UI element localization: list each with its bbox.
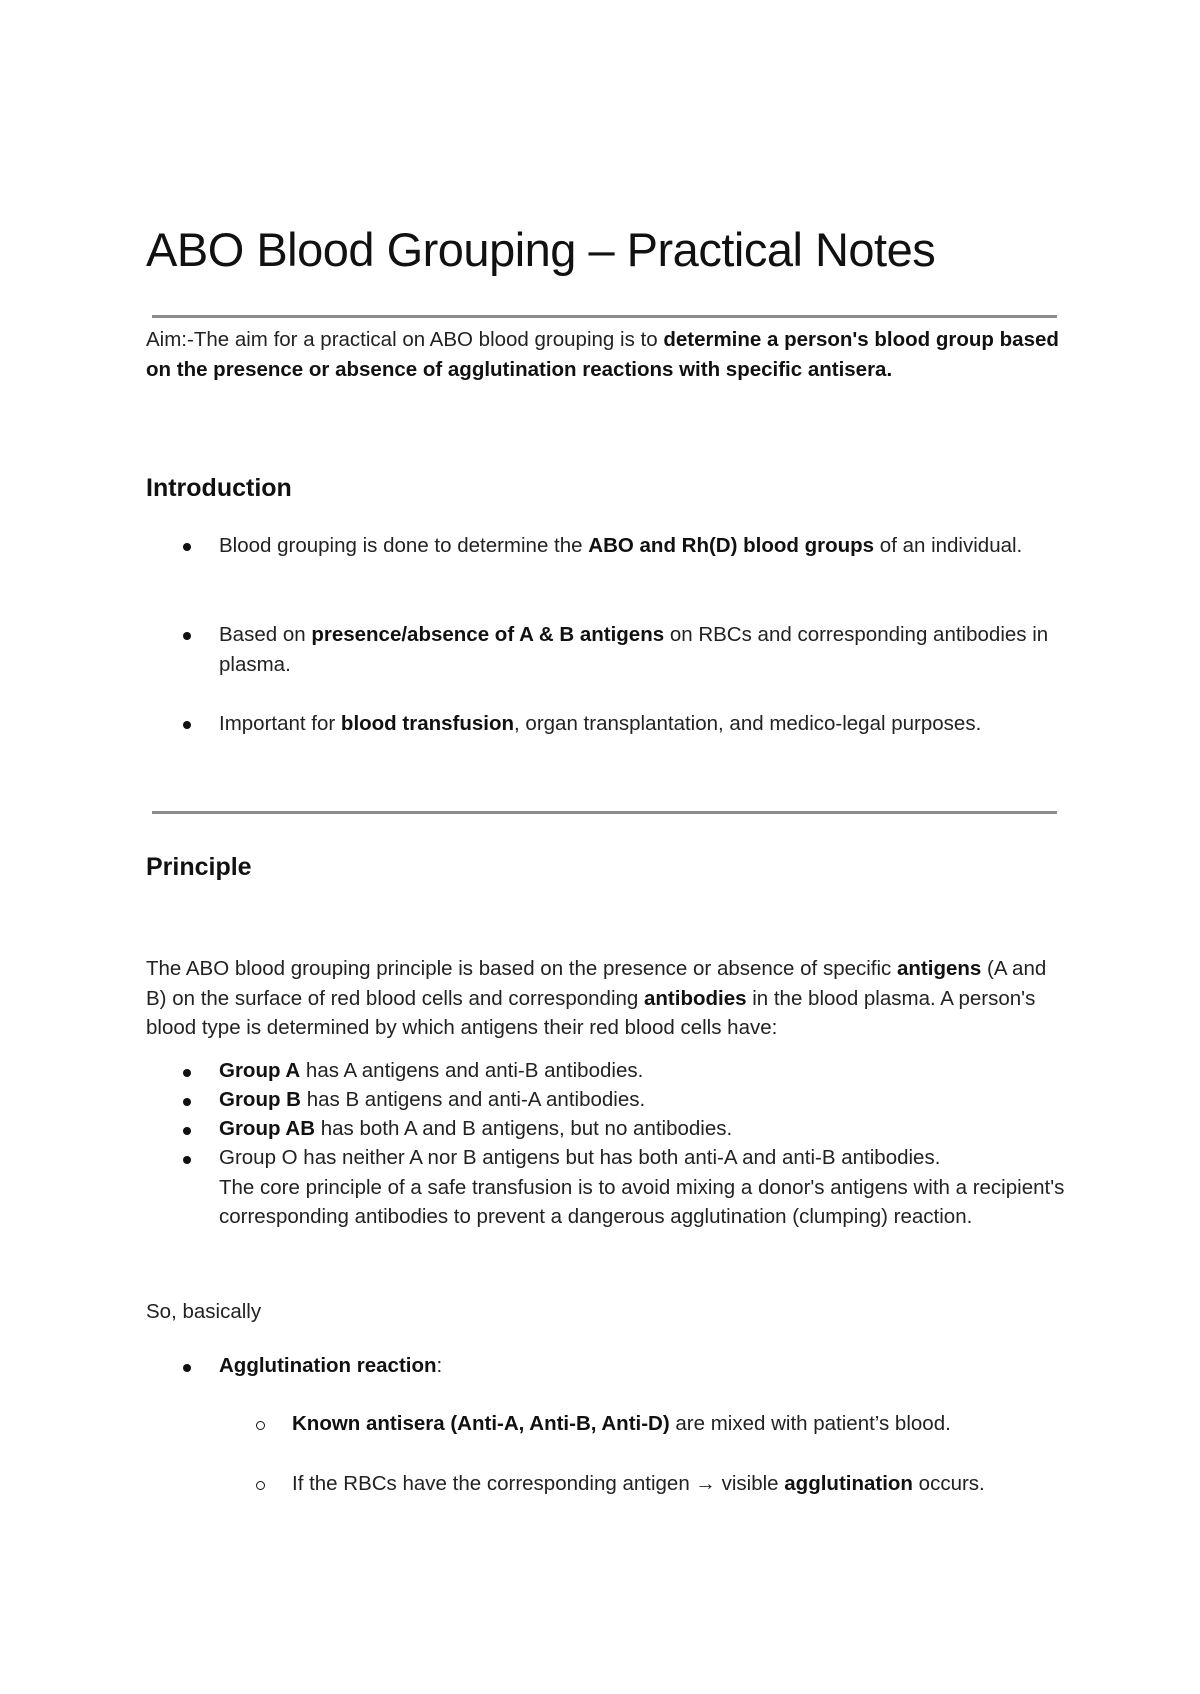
- aim-lead: Aim:-The aim for a practical on ABO blood grouping is to: [146, 328, 664, 351]
- horizontal-rule: [152, 811, 1057, 814]
- bullet-icon: [183, 1154, 195, 1166]
- list-item: Agglutination reaction:: [219, 1354, 443, 1377]
- sub-list-item: If the RBCs have the corresponding antigen → visible agglutination occurs.: [292, 1472, 985, 1495]
- list-item: Group B has B antigens and anti-A antibodies.: [219, 1088, 646, 1111]
- list-item: Based on presence/absence of A & B antigens on RBCs and corresponding antibodies in plasma.: [219, 623, 1049, 676]
- list-item: Important for blood transfusion, organ transplantation, and medico-legal purposes.: [219, 712, 982, 735]
- document-title: ABO Blood Grouping – Practical Notes: [146, 223, 936, 276]
- bullet-icon: [183, 1125, 195, 1137]
- introduction-heading: Introduction: [146, 474, 292, 502]
- principle-paragraph: The ABO blood grouping principle is based on the presence or absence of specific antigens (A and B) on the surface of red blood cells and corresponding antibodies in the blood plasma. A person's blood type is determined by which antigens their red blood cells have:: [146, 957, 1047, 1039]
- horizontal-rule: [152, 315, 1057, 318]
- bullet-icon: [183, 1362, 195, 1374]
- principle-heading: Principle: [146, 853, 252, 881]
- sub-list-item: Known antisera (Anti-A, Anti-B, Anti-D) are mixed with patient’s blood.: [292, 1412, 951, 1435]
- list-item: Group AB has both A and B antigens, but no antibodies.: [219, 1117, 733, 1140]
- bullet-icon: [183, 1067, 195, 1079]
- bullet-icon: [183, 630, 195, 642]
- aim-paragraph: [146, 325, 1066, 384]
- circle-bullet-icon: [256, 1480, 268, 1492]
- list-item: Blood grouping is done to determine the ABO and Rh(D) blood groups of an individual.: [219, 534, 1023, 557]
- bullet-icon: [183, 1096, 195, 1108]
- circle-bullet-icon: [256, 1420, 268, 1432]
- so-basically-text: So, basically: [146, 1300, 262, 1323]
- core-principle: The core principle of a safe transfusion is to avoid mixing a donor's antigens with a recipient's corresponding antibodies to prevent a dangerous agglutination (clumping) reaction.: [219, 1175, 1065, 1228]
- bullet-icon: [183, 719, 195, 731]
- list-item: Group O has neither A nor B antigens but has both anti-A and anti-B antibodies. The core principle of a safe transfusion is to avoid mixing a donor's antigens with a recipient's corresponding antibodies to prevent a dangerous agglutination (clumping) reaction.: [219, 1146, 1065, 1228]
- list-item: Group A has A antigens and anti-B antibodies.: [219, 1059, 644, 1082]
- aim-bold: determine a person's blood group based on the presence or absence of agglutination reactions with specific antisera.: [146, 328, 1059, 381]
- bullet-icon: [183, 541, 195, 553]
